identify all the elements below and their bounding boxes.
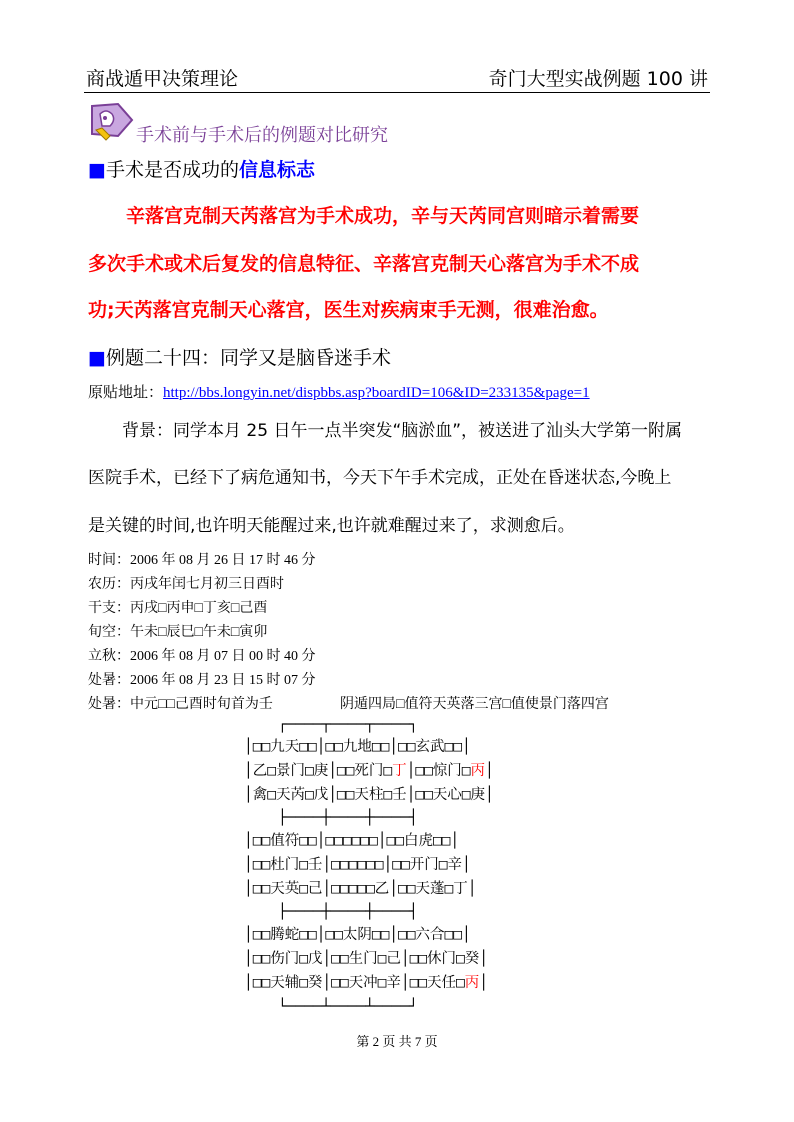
pan-mid-border: ├────┼────┼────┤	[278, 810, 418, 826]
meta-liqiu: 立秋：2006 年 08 月 07 日 00 时 40 分	[88, 649, 316, 664]
pan-row: │□□天辅□癸│□□天冲□辛│□□天任□丙│	[244, 975, 488, 991]
meta-lunar: 农历：丙戌年闰七月初三日酉时	[88, 577, 284, 592]
pan-top-border: ┌────┬────┬────┐	[278, 717, 418, 733]
example-heading	[88, 343, 391, 370]
meta-ganzhi: 干支：丙戌□丙申□丁亥□己酉	[88, 601, 268, 616]
pan-row: │□□九天□□│□□九地□□│□□玄武□□│	[244, 739, 471, 755]
pointing-hand-icon	[88, 100, 134, 142]
meta-chushu: 处暑：2006 年 08 月 23 日 15 时 07 分	[88, 673, 316, 688]
meta-ju-left: 处暑：中元□□己酉时旬首为壬	[88, 697, 273, 712]
red-paragraph-line-1: 辛落宫克制天芮落宫为手术成功，辛与天芮同宫则暗示着需要	[126, 205, 640, 227]
info-heading	[88, 155, 315, 182]
pan-row: │□□伤门□戊│□□生门□己│□□休门□癸│	[244, 951, 488, 967]
pan-row: │禽□天芮□戊│□□天柱□壬│□□天心□庚│	[244, 787, 494, 803]
info-heading-prefix: 手术是否成功的	[105, 159, 239, 181]
pan-row: │□□天英□己│□□□□□乙│□□天蓬□丁│	[244, 881, 477, 897]
page-footer: 第 2 页 共 7 页	[356, 1034, 438, 1049]
meta-time: 时间：2006 年 08 月 26 日 17 时 46 分	[88, 553, 316, 568]
background-line-1: 背景：同学本月 25 日午一点半突发“脑淤血”，被送进了汕头大学第一附属	[122, 421, 683, 441]
section-title: 手术前与手术后的例题对比研究	[136, 125, 388, 146]
pan-bottom-border: └────┴────┴────┘	[278, 999, 418, 1015]
heading-square-bullet: ■	[88, 347, 106, 369]
red-paragraph-line-2: 多次手术或术后复发的信息特征、辛落宫克制天心落宫为手术不成	[88, 253, 640, 275]
source-label: 原贴地址：	[88, 385, 164, 401]
pan-row: │乙□景门□庚│□□死门□丁│□□惊门□丙│	[244, 763, 494, 779]
heading-square-bullet: ■	[88, 159, 106, 181]
source-link[interactable]: http://bbs.longyin.net/dispbbs.asp?boardID=106&ID=233135&page=1	[163, 385, 590, 401]
red-stem: 丙	[470, 763, 486, 779]
meta-xunkong: 旬空：午未□辰巳□午未□寅卯	[88, 625, 268, 640]
header-right-title: 奇门大型实战例题 100 讲	[488, 68, 708, 90]
pan-mid-border: ├────┼────┼────┤	[278, 904, 418, 920]
pan-row: │□□杜门□壬│□□□□□□│□□开门□辛│	[244, 857, 471, 873]
example-heading-text: 例题二十四：同学又是脑昏迷手术	[105, 347, 391, 369]
source-line	[88, 381, 590, 402]
red-stem: 丙	[464, 975, 480, 991]
pan-row: │□□腾蛇□□│□□太阴□□│□□六合□□│	[244, 927, 471, 943]
header-divider	[84, 92, 710, 93]
pan-row: │□□值符□□│□□□□□□│□□白虎□□│	[244, 833, 460, 849]
red-stem: 丁	[392, 763, 407, 779]
meta-ju-right: 阴遁四局□值符天英落三宫□值使景门落四宫	[340, 697, 609, 712]
info-heading-bold: 信息标志	[238, 159, 315, 181]
background-line-2: 医院手术，已经下了病危通知书，今天下午手术完成，正处在昏迷状态,今晚上	[88, 468, 672, 488]
background-line-3: 是关键的时间,也许明天能醒过来,也许就难醒过来了，求测愈后。	[88, 516, 575, 536]
header-left-title: 商战遁甲决策理论	[86, 68, 239, 90]
red-paragraph-line-3: 功;天芮落宫克制天心落宫，医生对疾病束手无测，很难治愈。	[88, 299, 609, 321]
